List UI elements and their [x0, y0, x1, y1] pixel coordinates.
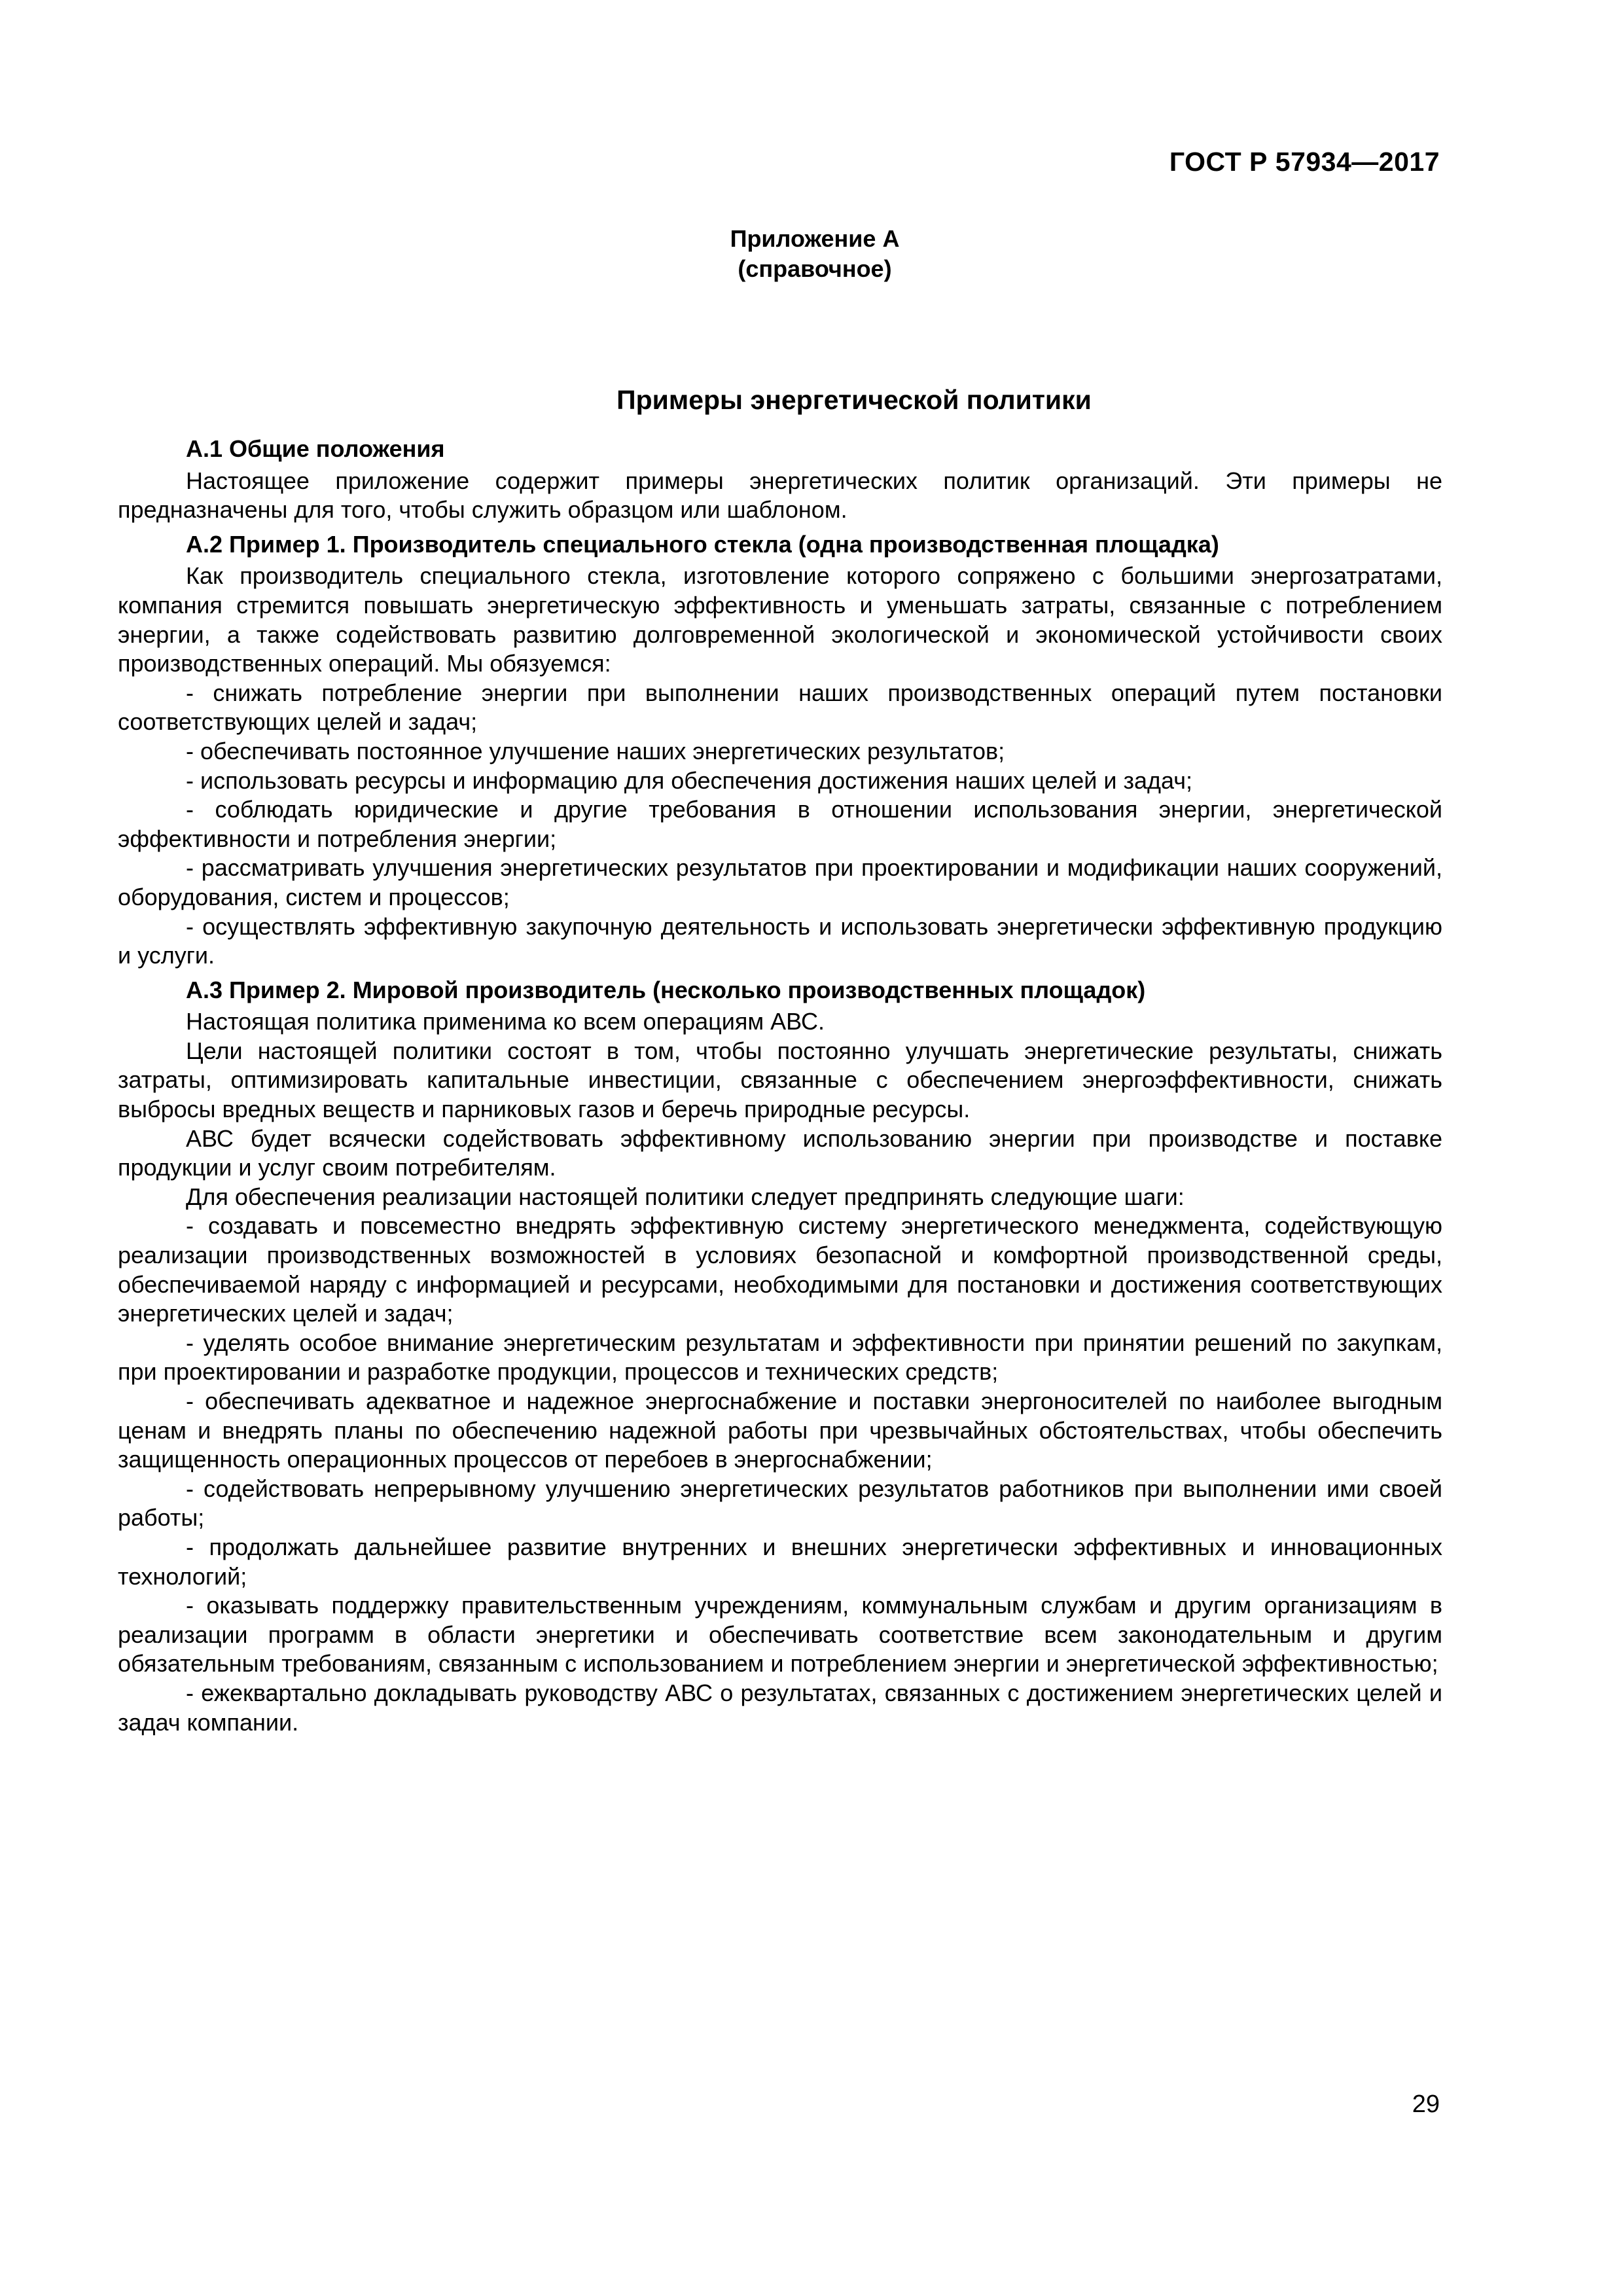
list-item: - содействовать непрерывному улучшению энергетических результатов работников при выполнении ими своей работы; — [118, 1475, 1442, 1532]
paragraph: Настоящее приложение содержит примеры энергетических политик организаций. Эти примеры не предназначены для того, чтобы служить образцом или шаблоном. — [118, 467, 1442, 524]
list-item: - уделять особое внимание энергетическим результатам и эффективности при принятии решений по закупкам, при проектировании и разработке продукции, процессов и технических средств; — [118, 1329, 1442, 1386]
paragraph: Настоящая политика применима ко всем операциям АВС. — [186, 1008, 825, 1035]
list-item: - ежеквартально докладывать руководству АВС о результатах, связанных с достижением энергетических целей и задач компании. — [118, 1679, 1442, 1736]
list-item: - рассматривать улучшения энергетических результатов при проектировании и модификации наших сооружений, оборудования, систем и процессов; — [118, 854, 1442, 910]
section-heading-a3: А.3 Пример 2. Мировой производитель (несколько производственных площадок) — [186, 976, 1146, 1003]
list-item: - обеспечивать адекватное и надежное энергоснабжение и поставки энергоносителей по наиболее выгодным ценам и внедрять планы по обеспечению надежной работы при чрезвычайных обстоятельствах, чтобы обеспечить защищенность операционных процессов от перебоев в энергоснабжении; — [118, 1388, 1442, 1473]
list-item: - соблюдать юридические и другие требования в отношении использования энергии, энергетической эффективности и потребления энергии; — [118, 796, 1442, 852]
list-item: - создавать и повсеместно внедрять эффективную систему энергетического менеджмента, содействующую реализации производственных возможностей в условиях безопасной и комфортной производственной среды, обеспечиваемой наряду с информацией и ресурсами, необходимыми для постановки и достижения соответствующих энергетических целей и задач; — [118, 1212, 1442, 1327]
appendix-subtitle: (справочное) — [738, 255, 892, 282]
list-item: - снижать потребление энергии при выполнении наших производственных операций путем постановки соответствующих целей и задач; — [118, 679, 1442, 736]
paragraph: Цели настоящей политики состоят в том, чтобы постоянно улучшать энергетические результаты, снижать затраты, оптимизировать капитальные инвестиции, связанные с обеспечением энергоэффективности, снижать выбросы вредных веществ и парниковых газов и беречь природные ресурсы. — [118, 1037, 1442, 1123]
paragraph: Для обеспечения реализации настоящей политики следует предпринять следующие шаги: — [186, 1183, 1185, 1210]
list-item: - обеспечивать постоянное улучшение наших энергетических результатов; — [186, 737, 1005, 764]
section-heading-a2: А.2 Пример 1. Производитель специального стекла (одна производственная площадка) — [186, 530, 1219, 558]
appendix-label — [0, 224, 1623, 284]
page-number: 29 — [1412, 2090, 1440, 2118]
list-item: - использовать ресурсы и информацию для обеспечения достижения наших целей и задач; — [186, 766, 1192, 794]
document-code: ГОСТ Р 57934—2017 — [1169, 147, 1440, 177]
page-title: Примеры энергетической политики — [616, 385, 1092, 415]
list-item: - оказывать поддержку правительственным учреждениям, коммунальным службам и другим организациям в реализации программ в области энергетики и обеспечивать соответствие всем законодательным и другим обязательным требованиям, связанным с использованием и потреблением энергии и энергетической эффективностью; — [118, 1592, 1442, 1677]
paragraph: Как производитель специального стекла, изготовление которого сопряжено с большими энергозатратами, компания стремится повышать энергетическую эффективность и уменьшать затраты, связанные с потреблением энергии, а также содействовать развитию долговременной экологической и экономической устойчивости своих производственных операций. Мы обязуемся: — [118, 562, 1442, 677]
paragraph: АВС будет всячески содействовать эффективному использованию энергии при производстве и поставке продукции и услуг своим потребителям. — [118, 1124, 1442, 1181]
document-body — [118, 432, 1442, 1737]
appendix-title: Приложение А — [730, 225, 900, 252]
section-heading-a1: А.1 Общие положения — [186, 435, 445, 462]
list-item: - осуществлять эффективную закупочную деятельность и использовать энергетически эффективную продукцию и услуги. — [118, 912, 1442, 969]
list-item: - продолжать дальнейшее развитие внутренних и внешних энергетически эффективных и инновационных технологий; — [118, 1533, 1442, 1590]
